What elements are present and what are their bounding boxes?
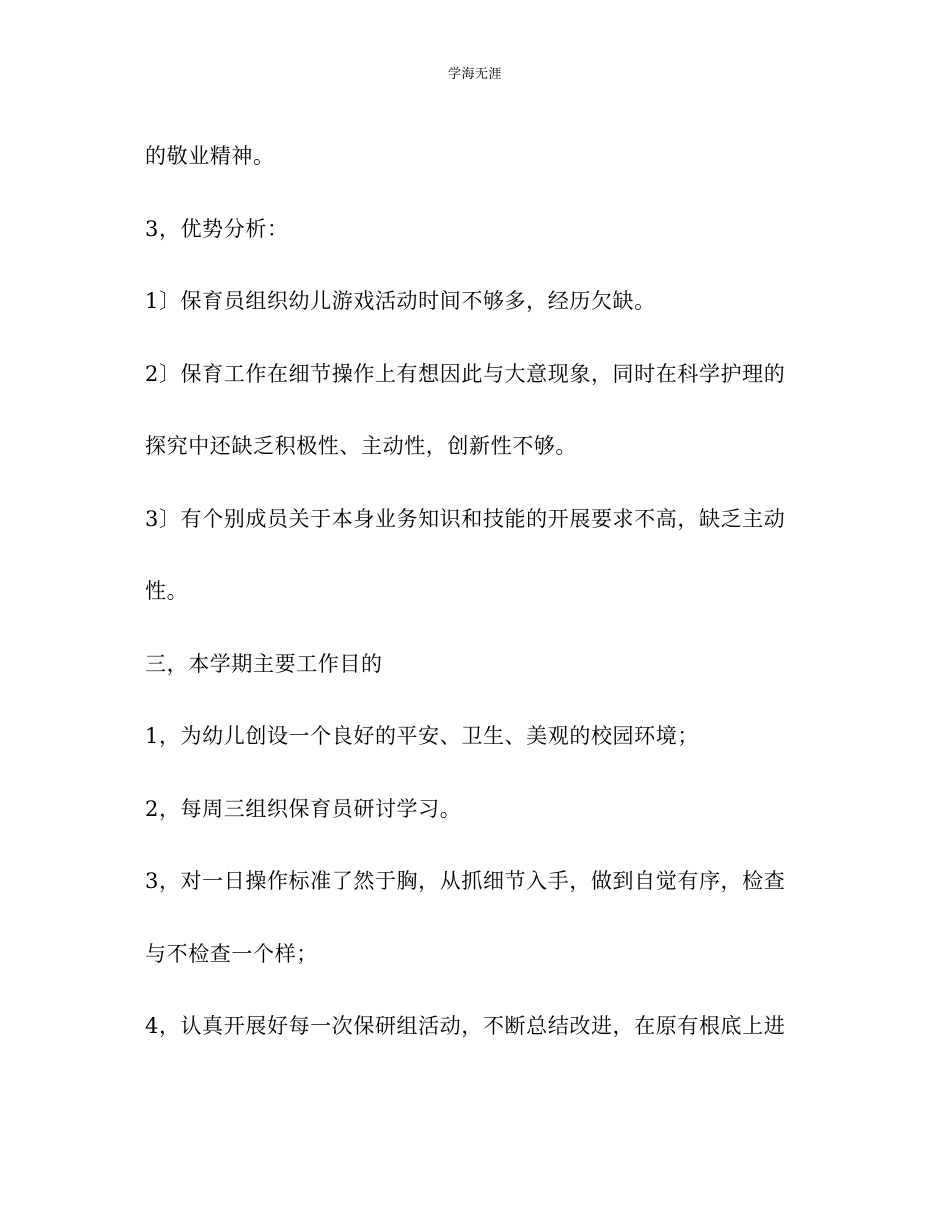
text-line: 1，为幼儿创设一个良好的平安、卫生、美观的校园环境；: [145, 724, 699, 748]
text-line: 3〕有个别成员关于本身业务知识和技能的开展要求不高，缺乏主动: [145, 507, 786, 531]
text-line: 性。: [145, 579, 189, 603]
text-line: 2〕保育工作在细节操作上有想因此与大意现象，同时在科学护理的: [145, 362, 786, 386]
text-line: 1〕保育员组织幼儿游戏活动时间不够多，经历欠缺。: [145, 289, 656, 313]
page-header: 学海无涯: [447, 67, 502, 82]
text-line: 4，认真开展好每一次保研组活动，不断总结改进，在原有根底上进: [145, 1014, 786, 1038]
text-line: 的敬业精神。: [145, 144, 275, 168]
section-heading: 三，本学期主要工作目的: [145, 652, 383, 676]
text-line: 与不检查一个样；: [145, 942, 318, 966]
text-line: 3，对一日操作标准了然于胸，从抓细节入手，做到自觉有序，检查: [145, 869, 786, 893]
text-line: 探究中还缺乏积极性、主动性，创新性不够。: [145, 434, 577, 458]
text-line: 2，每周三组织保育员研讨学习。: [145, 797, 462, 821]
text-line: 3，优势分析：: [145, 217, 289, 241]
